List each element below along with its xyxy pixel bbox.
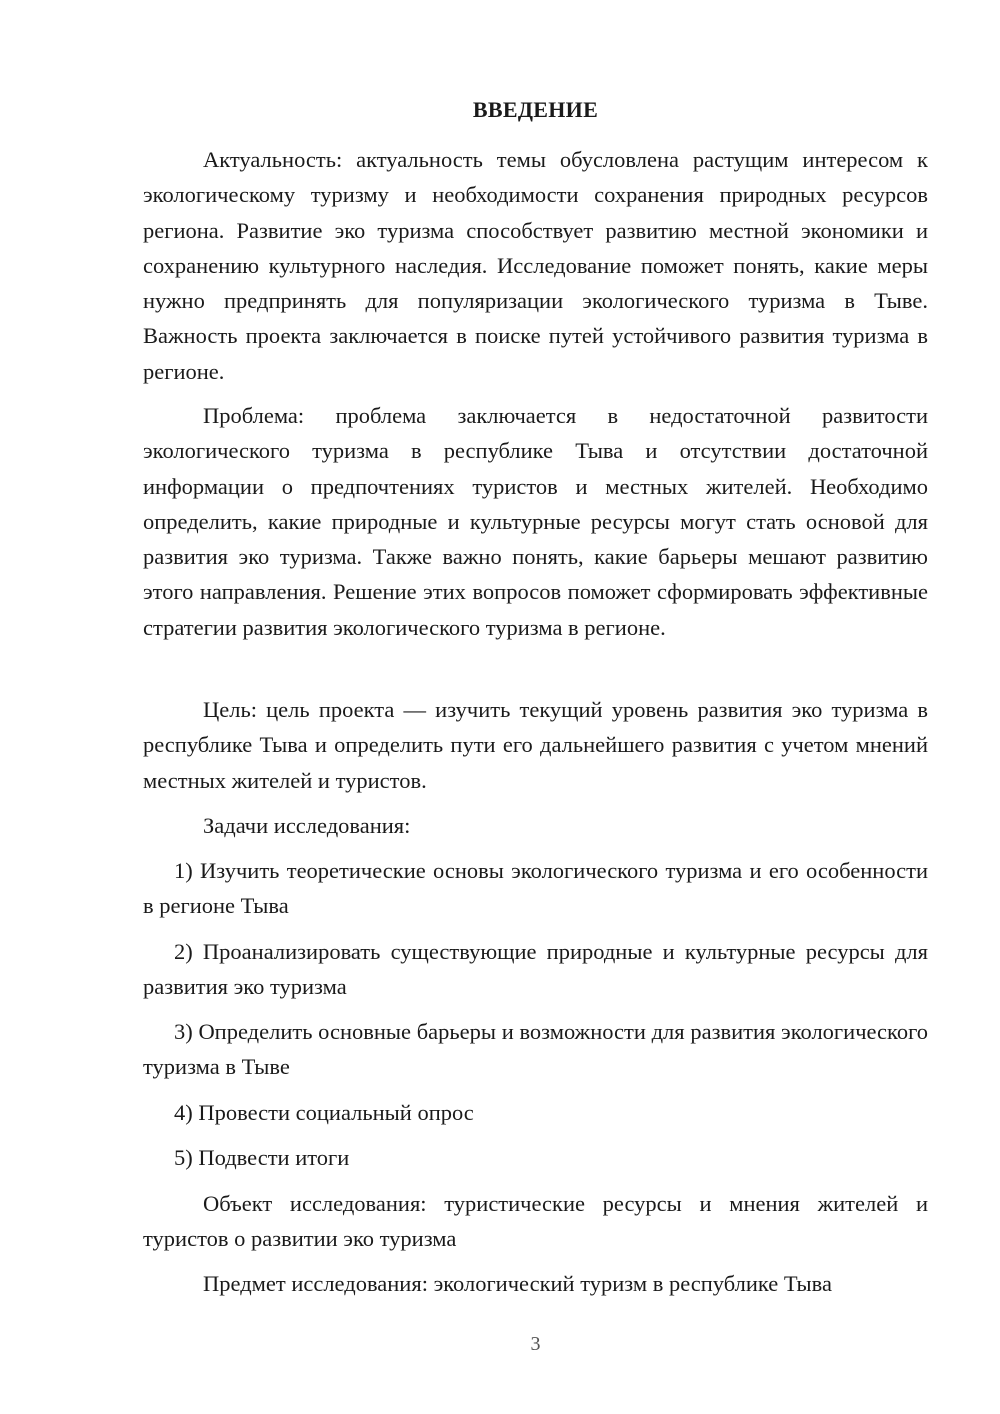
object-paragraph: Объект исследования: туристические ресурсы и мнения жителей и туристов о развитии эко туризма — [143, 1191, 928, 1252]
section-title: ВВЕДЕНИЕ — [472, 97, 599, 122]
task-item-1: 1) Изучить теоретические основы экологического туризма и его особенности в регионе Тыва — [143, 858, 928, 919]
goal-paragraph: Цель: цель проекта — изучить текущий уровень развития эко туризма в республике Тыва и определить пути его дальнейшего развития с учетом мнений местных жителей и туристов. — [143, 697, 928, 793]
tasks-heading: Задачи исследования: — [203, 813, 411, 838]
task-item-3: 3) Определить основные барьеры и возможности для развития экологического туризма в Тыве — [143, 1019, 928, 1080]
page-number: 3 — [530, 1333, 541, 1355]
task-item-2: 2) Проанализировать существующие природные и культурные ресурсы для развития эко туризма — [143, 939, 928, 1000]
relevance-paragraph: Актуальность: актуальность темы обусловлена растущим интересом к экологическому туризму и необходимости сохранения природных ресурсов региона. Развитие эко туризма способствует развитию местной экономики и сохранению культурного наследия. Исследование поможет понять, какие меры нужно предпринять для популяризации экологического туризма в Тыве. Важность проекта заключается в поиске путей устойчивого развития туризма в регионе. — [143, 147, 928, 384]
task-item-5: 5) Подвести итоги — [174, 1145, 350, 1170]
subject-paragraph: Предмет исследования: экологический туризм в республике Тыва — [203, 1271, 832, 1296]
problem-paragraph: Проблема: проблема заключается в недостаточной развитости экологического туризма в республике Тыва и отсутствии достаточной информации о предпочтениях туристов и местных жителей. Необходимо определить, какие природные и культурные ресурсы могут стать основой для развития эко туризма. Также важно понять, какие барьеры мешают развитию этого направления. Решение этих вопросов поможет сформировать эффективные стратегии развития экологического туризма в регионе. — [143, 403, 928, 640]
document-page — [143, 0, 928, 1414]
task-item-4: 4) Провести социальный опрос — [174, 1100, 474, 1125]
